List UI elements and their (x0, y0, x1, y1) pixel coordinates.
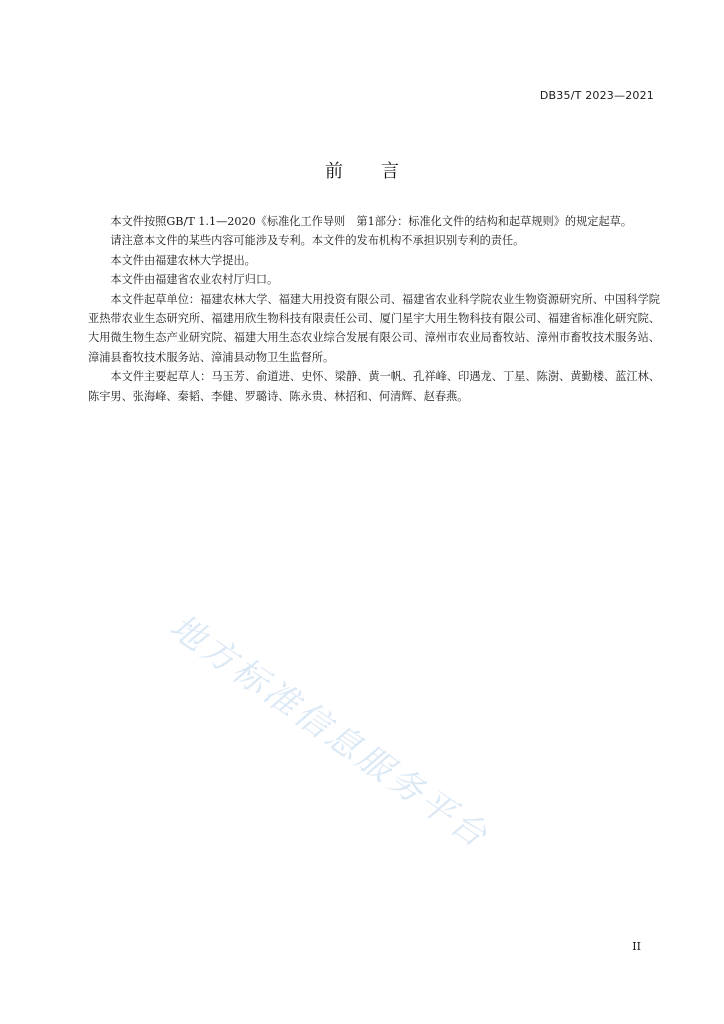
paragraph-drafting-units: 本文件起草单位：福建农林大学、福建大用投资有限公司、福建省农业科学院农业生物资源研究所、中国科学院亚热带农业生态研究所、福建用欣生物科技有限责任公司、厦门星宇大用生物科技有限公司、福建省标准化研究院、大用微生物生态产业研究院、福建大用生态农业综合发展有限公司、漳州市农业局畜牧站、漳州市畜牧技术服务站、漳浦县畜牧技术服务站、漳浦县动物卫生监督所。 (88, 292, 660, 364)
paragraph-centralized-by: 本文件由福建省农业农村厅归口。 (110, 273, 279, 287)
watermark: 地方标准信息服务平台 (162, 606, 497, 858)
page-title (0, 157, 724, 183)
foreword-body (88, 212, 660, 406)
paragraph-patent-notice: 请注意本文件的某些内容可能涉及专利。本文件的发布机构不承担识别专利的责任。 (110, 234, 525, 248)
page-number: II (632, 940, 641, 953)
standard-code: DB35/T 2023—2021 (539, 89, 654, 102)
paragraph-drafting-basis: 本文件按照GB/T 1.1—2020《标准化工作导则 第1部分：标准化文件的结构和起草规则》的规定起草。 (110, 215, 633, 228)
paragraph-main-drafters: 本文件主要起草人：马玉芳、俞道进、史怀、梁静、黄一帆、孔祥峰、印遇龙、丁星、陈澍、黄勤楼、蓝江林、陈宇男、张海峰、秦韬、李健、罗璐诗、陈永贵、林招和、何清辉、赵春燕。 (88, 370, 660, 403)
page-title-char-2: 言 (381, 161, 399, 182)
paragraph-proposer: 本文件由福建农林大学提出。 (110, 253, 256, 267)
page-title-char-1: 前 (325, 161, 343, 182)
